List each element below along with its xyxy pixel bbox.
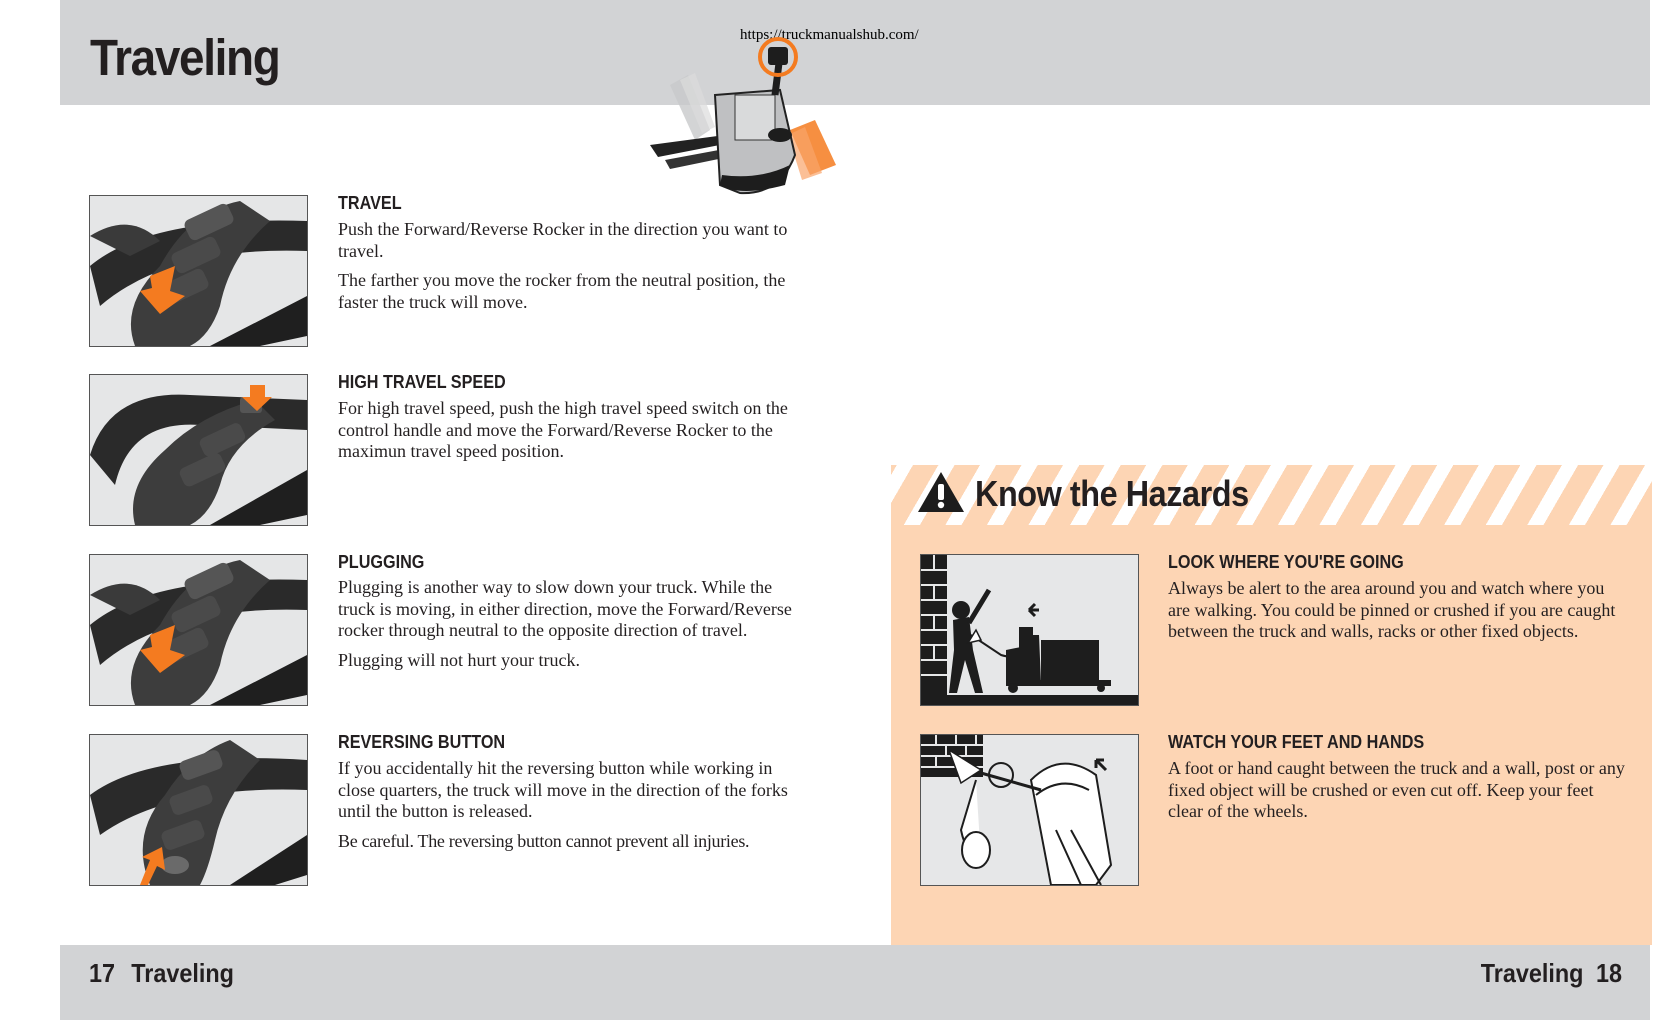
step-paragraph: If you accidentally hit the reversing button while working in close quarters, the truck will move in the direction of the forks until the button is released. [338,758,788,821]
page-number-left: 17 [89,958,116,988]
step-paragraph: Be careful. The reversing button cannot prevent all injuries. [338,830,750,851]
travel-rocker-image [89,195,308,347]
pinned-against-wall-image [920,554,1139,706]
step-text-high-travel-speed [338,398,798,471]
warning-triangle-icon [917,471,965,518]
step-text-reversing-button [338,758,798,860]
step-text-travel [338,219,798,321]
hazard-text-feet-hands: A foot or hand caught between the truck and a wall, post or any fixed object will be crushed or even cut off. Keep your feet clear of the wheels. [1168,758,1625,821]
footer-band [60,945,1650,1020]
step-title-reversing-button: REVERSING BUTTON [338,732,506,752]
pallet-truck-illustration [640,35,840,205]
step-text-plugging [338,577,798,679]
plugging-rocker-image [89,554,308,706]
step-title-high-travel-speed: HIGH TRAVEL SPEED [338,372,506,392]
footer-left [89,958,234,989]
page-number-right: 18 [1595,958,1622,988]
hazards-title: Know the Hazards [975,473,1249,514]
footer-label-right: Traveling [1480,958,1584,988]
feet-hands-caught-image [920,734,1139,886]
source-url[interactable]: https://truckmanualshub.com/ [740,27,919,43]
footer-right [1481,958,1622,989]
step-paragraph: The farther you move the rocker from the neutral position, the faster the truck will move. [338,270,786,312]
footer-label-left: Traveling [131,958,234,988]
hazard-title-feet-hands: WATCH YOUR FEET AND HANDS [1168,732,1425,752]
step-title-travel: TRAVEL [338,193,402,213]
header-band [60,0,1650,105]
high-speed-switch-image [89,374,308,526]
hazard-text-look-where: Always be alert to the area around you and watch where you are walking. You could be pinned or crushed if you are caught between the truck and walls, racks or other fixed objects. [1168,578,1616,641]
page-title: Traveling [90,29,280,86]
step-paragraph: Plugging is another way to slow down your truck. While the truck is moving, in either direction, move the Forward/Reverse rocker through neutral to the opposite direction of travel. [338,577,792,640]
step-paragraph: For high travel speed, push the high travel speed switch on the control handle and move the Forward/Reverse Rocker to the maximun travel speed position. [338,398,788,461]
reversing-button-image [89,734,308,886]
hazard-title-look-where: LOOK WHERE YOU'RE GOING [1168,552,1404,572]
step-title-plugging: PLUGGING [338,552,425,572]
step-paragraph: Plugging will not hurt your truck. [338,649,580,670]
step-paragraph: Push the Forward/Reverse Rocker in the direction you want to travel. [338,219,788,261]
hazards-header [917,470,1279,518]
